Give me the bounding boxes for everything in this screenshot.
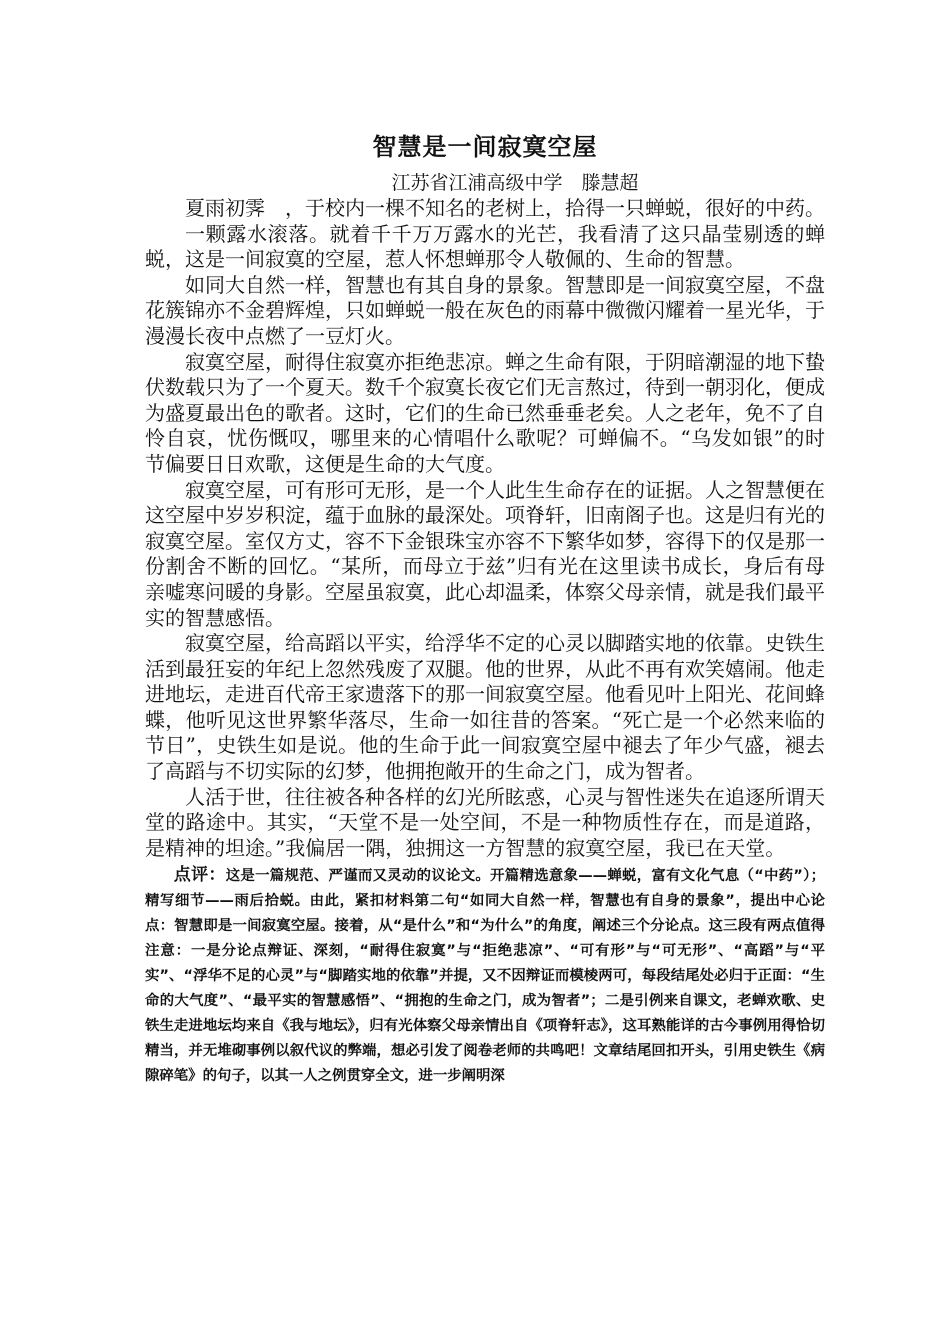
- paragraph: 如同大自然一样，智慧也有其自身的景象。智慧即是一间寂寞空屋，不盘花簇锦亦不金碧辉煌，只如蝉蜕一般在灰色的雨幕中微微闪耀着一星光华，于漫漫长夜中点燃了一豆灯火。: [145, 272, 825, 348]
- commentary-label: 点评：: [173, 865, 226, 886]
- commentary: [145, 863, 825, 1089]
- paragraph: 寂寞空屋，给高蹈以平实，给浮华不定的心灵以脚踏实地的依靠。史铁生活到最狂妄的年纪上忽然残废了双腿。他的世界，从此不再有欢笑嬉闹。他走进地坛，走进百代帝王家遗落下的那一间寂寞空屋。他看见叶上阳光、花间蜂蝶，他听见这世界繁华落尽，生命一如往昔的答案。“死亡是一个必然来临的节日”，史铁生如是说。他的生命于此一间寂寞空屋中褪去了年少气盛，褪去了高蹈与不切实际的幻梦，他拥抱敞开的生命之门，成为智者。: [145, 631, 825, 784]
- paragraph: 一颗露水滚落。就着千千万万露水的光芒，我看清了这只晶莹剔透的蝉蜕，这是一间寂寞的空屋，惹人怀想蝉那令人敬佩的、生命的智慧。: [145, 221, 825, 272]
- paragraph: 寂寞空屋，耐得住寂寞亦拒绝悲凉。蝉之生命有限，于阴暗潮湿的地下蛰伏数载只为了一个夏天。数千个寂寞长夜它们无言熬过，待到一朝羽化，便成为盛夏最出色的歌者。这时，它们的生命已然垂垂老矣。人之老年，免不了自怜自哀，忧伤慨叹，哪里来的心情唱什么歌呢？可蝉偏不。“乌发如银”的时节偏要日日欢歌，这便是生命的大气度。: [145, 349, 825, 476]
- paragraph: 夏雨初霁 ，于校内一棵不知名的老树上，拾得一只蝉蜕，很好的中药。: [185, 196, 825, 220]
- paragraph: 人活于世，往往被各种各样的幻光所眩惑，心灵与智性迷失在追逐所谓天堂的路途中。其实，“天堂不是一处空间，不是一种物质性存在，而是道路，是精神的坦途。”我偏居一隅，独拥这一方智慧的寂寞空屋，我已在天堂。: [145, 784, 825, 860]
- author-line: 江苏省江浦高级中学 滕慧超: [391, 172, 639, 194]
- paragraph: 寂寞空屋，可有形可无形，是一个人此生生命存在的证据。人之智慧便在这空屋中岁岁积淀，蕴于血脉的最深处。项脊轩，旧南阁子也。这是归有光的寂寞空屋。室仅方丈，容不下金银珠宝亦容不下繁华如梦，容得下的仅是那一份割舍不断的回忆。“某所，而母立于兹”归有光在这里读书成长，身后有母亲嘘寒问暖的身影。空屋虽寂寞，此心却温柔，体察父母亲情，就是我们最平实的智慧感悟。: [145, 477, 825, 630]
- commentary-text: 这是一篇规范、严谨而又灵动的议论文。开篇精选意象——蝉蜕，富有文化气息（“中药”）；精写细节——雨后拾蜕。由此，紧扣材料第二句“如同大自然一样，智慧也有自身的景象”，提出中心论点：智慧即是一间寂寞空屋。接着，从“是什么”和“为什么”的角度，阐述三个分论点。这三段有两点值得注意：一是分论点辩证、深刻，“耐得住寂寞”与“拒绝悲凉”、“可有形”与“可无形”、“高蹈”与“平实”、“浮华不足的心灵”与“脚踏实地的依靠”并提，又不因辩证而模棱两可，每段结尾处必归于正面：“生命的大气度”、“最平实的智慧感悟”、“拥抱的生命之门，成为智者”；二是引例来自课文，老蝉欢歌、史铁生走进地坛均来自《我与地坛》，归有光体察父母亲情出自《项脊轩志》，这耳熟能详的古今事例用得恰切精当，并无堆砌事例以叙代议的弊端，想必引发了阅卷老师的共鸣吧！文章结尾回扣开头，引用史铁生《病隙碎笔》的句子，以其一人之例贯穿全文，进一步阐明深: [145, 868, 826, 1085]
- document-page: [145, 130, 825, 1089]
- essay-title: 智慧是一间寂寞空屋: [372, 133, 598, 161]
